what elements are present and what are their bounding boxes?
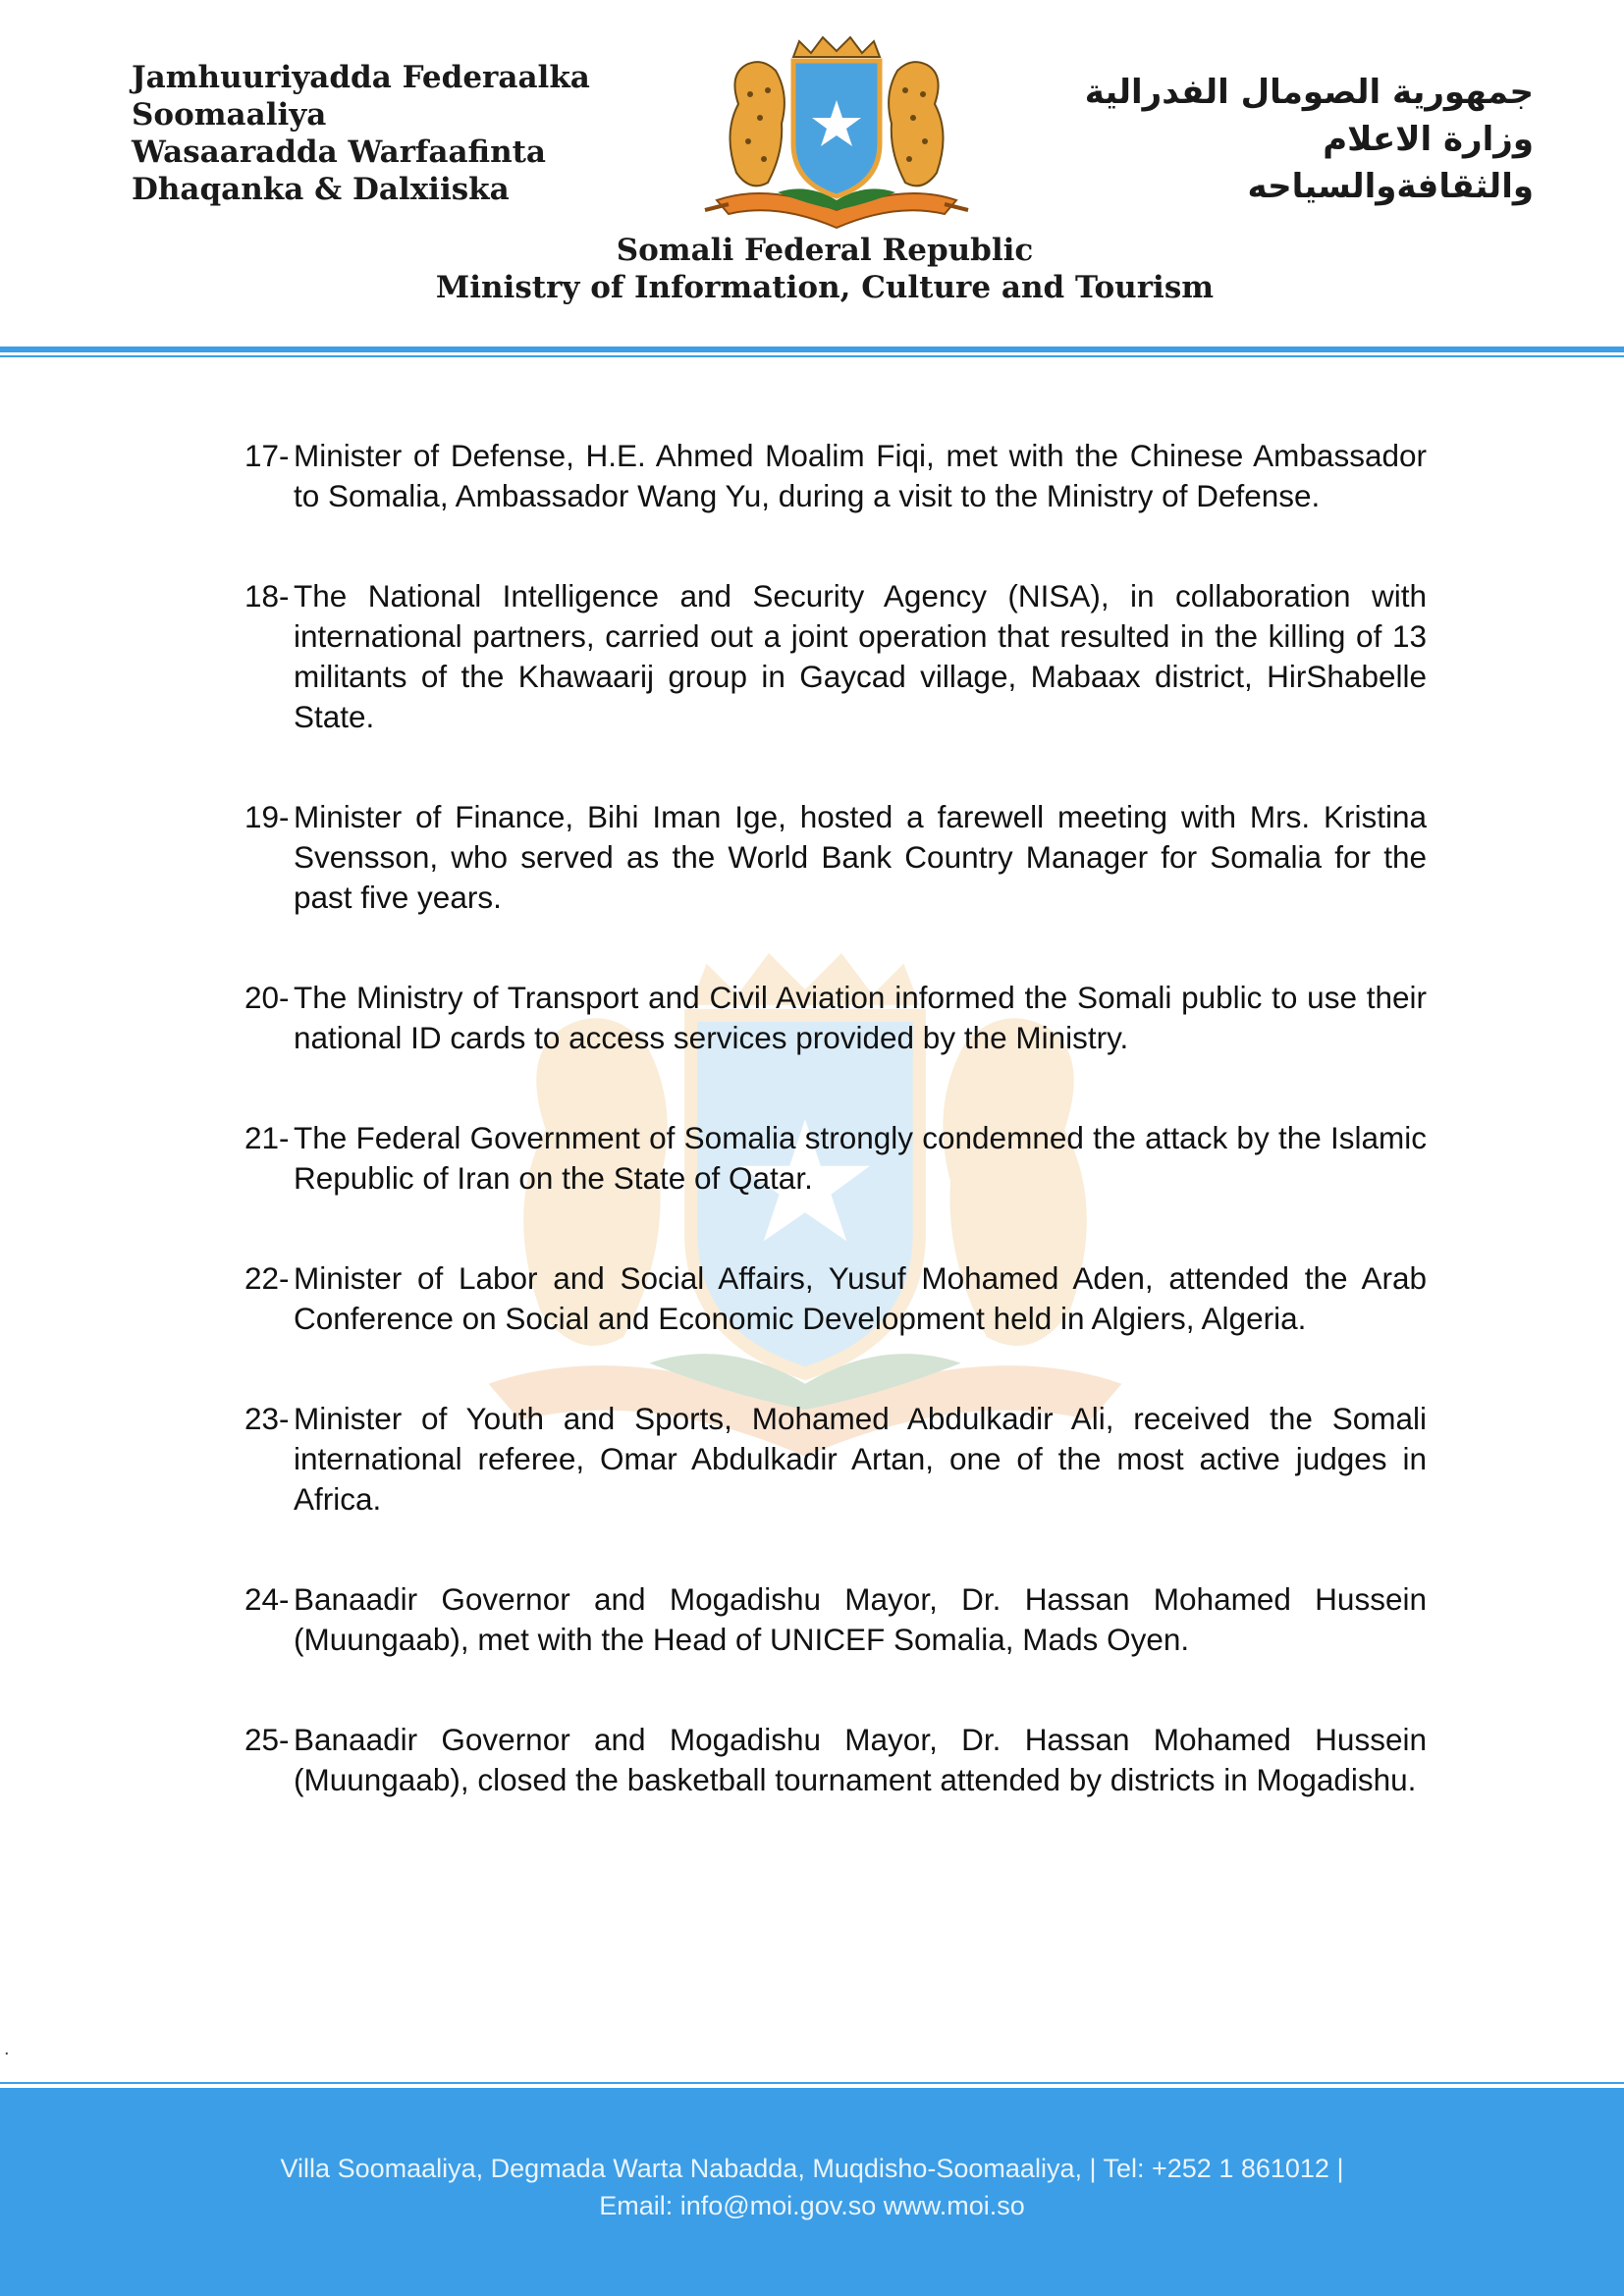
header-center-line: Ministry of Information, Culture and Tourism xyxy=(435,270,1215,305)
item-text: Banaadir Governor and Mogadishu Mayor, Dr. Hassan Mohamed Hussein (Muungaab), closed the basketball tournament attended by districts in Mogadishu. xyxy=(294,1722,1427,1797)
item-number: 24- xyxy=(244,1581,290,1617)
footer-address: Villa Soomaaliya, Degmada Warta Nabadda, Muqdisho-Soomaaliya, | Tel: +252 1 861012 | xyxy=(280,2154,1344,2183)
stray-mark: . xyxy=(4,2038,10,2059)
item-text: Minister of Defense, H.E. Ahmed Moalim Fiqi, met with the Chinese Ambassador to Somalia, Ambassador Wang Yu, during a visit to the Ministry of Defense. xyxy=(294,438,1427,513)
item-text: Banaadir Governor and Mogadishu Mayor, Dr. Hassan Mohamed Hussein (Muungaab), met with the Head of UNICEF Somalia, Mads Oyen. xyxy=(294,1581,1427,1657)
footer-divider-thin xyxy=(0,2082,1624,2084)
list-item xyxy=(244,1720,1427,1800)
header-left-line: Jamhuuriyadda Federaalka xyxy=(132,60,590,95)
header-right-line: جمهورية الصومال الفدرالية xyxy=(1084,73,1534,112)
header-center-line: Somali Federal Republic xyxy=(616,233,1034,268)
footer xyxy=(0,2088,1624,2296)
item-text: The National Intelligence and Security Agency (NISA), in collaboration with international partners, carried out a joint operation that resulted in the killing of 13 militants of the Khawaarij group in Gaycad village, Mabaax district, HirShabelle State. xyxy=(294,578,1427,734)
list-item xyxy=(244,436,1427,516)
item-number: 19- xyxy=(244,799,290,834)
item-number: 18- xyxy=(244,578,290,614)
item-number: 20- xyxy=(244,980,290,1015)
footer-contact: Email: info@moi.gov.so www.moi.so xyxy=(599,2191,1025,2220)
item-number: 21- xyxy=(244,1120,290,1155)
item-number: 25- xyxy=(244,1722,290,1757)
header-divider xyxy=(0,347,1624,352)
item-text: Minister of Labor and Social Affairs, Yusuf Mohamed Aden, attended the Arab Conference on Social and Economic Development held in Algiers, Algeria. xyxy=(294,1260,1427,1336)
list-item xyxy=(244,797,1427,918)
header-right-line: وزارة الاعلام xyxy=(1323,120,1534,159)
header-arabic-title xyxy=(1023,69,1534,210)
coat-of-arms-icon xyxy=(699,35,974,232)
item-text: The Federal Government of Somalia strongly condemned the attack by the Islamic Republic of Iran on the State of Qatar. xyxy=(294,1120,1427,1196)
header-left-line: Dhaqanka & Dalxiiska xyxy=(132,172,510,207)
list-item xyxy=(244,1258,1427,1339)
header-right-line: والثقافةوالسياحه xyxy=(1247,167,1534,206)
item-text: Minister of Youth and Sports, Mohamed Abdulkadir Ali, received the Somali international referee, Omar Abdulkadir Artan, one of the most active judges in Africa. xyxy=(294,1401,1427,1517)
header-somali-title xyxy=(132,59,681,208)
item-number: 23- xyxy=(244,1401,290,1436)
list-item xyxy=(244,1579,1427,1660)
list-item xyxy=(244,1399,1427,1520)
header-divider-thin xyxy=(0,355,1624,357)
item-number: 17- xyxy=(244,438,290,473)
header-left-line: Wasaaradda Warfaafinta xyxy=(132,134,547,170)
item-number: 22- xyxy=(244,1260,290,1296)
header-english-title xyxy=(0,232,1624,306)
item-text: Minister of Finance, Bihi Iman Ige, hosted a farewell meeting with Mrs. Kristina Svensson, who served as the World Bank Country Manager for Somalia for the past five years. xyxy=(294,799,1427,915)
list-item xyxy=(244,978,1427,1058)
list-item xyxy=(244,1118,1427,1199)
item-text: The Ministry of Transport and Civil Aviation informed the Somali public to use their national ID cards to access services provided by the Ministry. xyxy=(294,980,1427,1055)
header-left-line: Soomaaliya xyxy=(132,97,327,133)
list-item xyxy=(244,576,1427,737)
news-list xyxy=(244,436,1427,1800)
